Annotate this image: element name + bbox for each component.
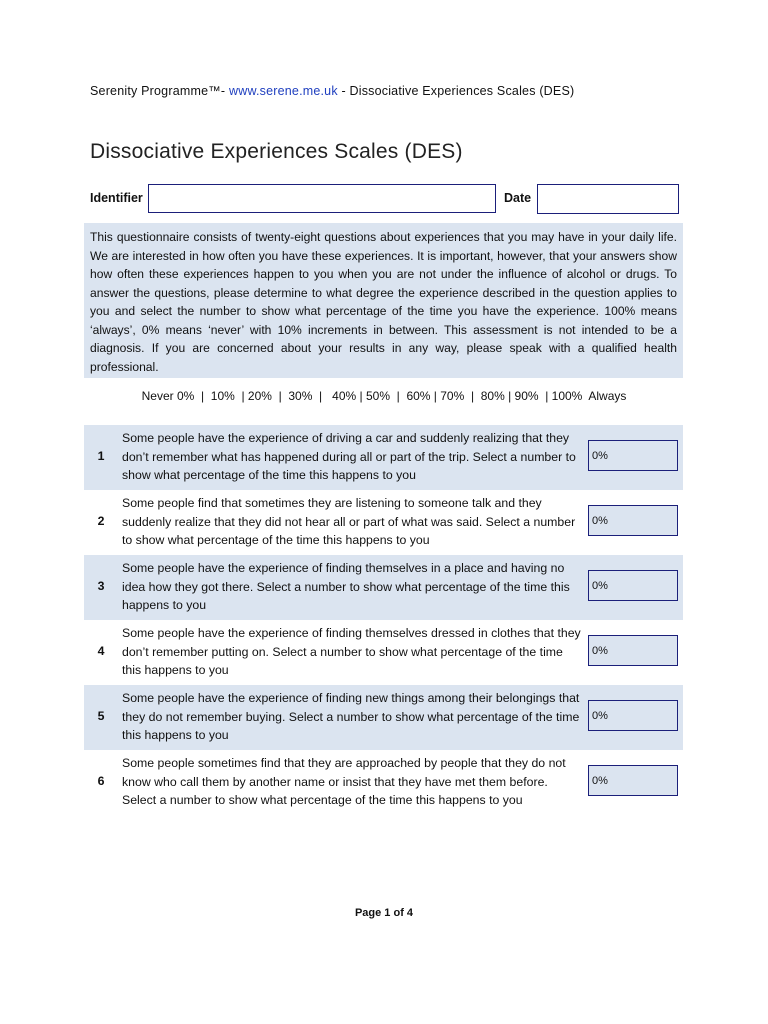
question-text: Some people sometimes find that they are approached by people that they do not know who call them by another name or insist that they have met them before. Select a number to show what percentage of the time this happens to you	[122, 756, 566, 807]
header-prefix: Serenity Programme™-	[90, 84, 226, 98]
question-text: Some people have the experience of driving a car and suddenly realizing that they don’t remember what has happened during all or part of the trip. Select a number to show what percentage of the time this happens to you	[122, 431, 576, 482]
page-number: Page 1 of 4	[354, 907, 414, 919]
date-field[interactable]	[537, 184, 679, 214]
question-text: Some people have the experience of finding new things among their belongings that they do not remember buying. Select a number to show what percentage of the time this happens to you	[122, 691, 580, 742]
scale-text: Never 0% | 10% | 20% | 30% | 40% | 50% | 60% | 70% | 80% | 90% | 100% Always	[141, 389, 627, 403]
percentage-select[interactable]: 0%	[588, 570, 678, 601]
question-row	[84, 750, 683, 815]
website-link[interactable]: www.serene.me.uk	[228, 84, 338, 98]
percentage-select[interactable]: 0%	[588, 505, 678, 536]
question-number: 1	[97, 449, 105, 463]
question-row	[84, 555, 683, 620]
percentage-select[interactable]: 0%	[588, 635, 678, 666]
identifier-field[interactable]	[148, 184, 496, 213]
percentage-scale	[0, 389, 768, 403]
question-row	[84, 685, 683, 750]
percentage-select[interactable]: 0%	[588, 440, 678, 471]
instructions-text: This questionnaire consists of twenty-eight questions about experiences that you may have in your daily life. We are interested in how often you have these experiences. It is important, however, that your answers show how often these experiences happen to you when you are not under the influence of alcohol or drugs. To answer the questions, please determine to what degree the experience described in the question applies to you and select the number to show what percentage of the time you have the experience. 100% means ‘always’, 0% means ‘never’ with 10% increments in between. This assessment is not intended to be a diagnosis. If you are concerned about your results in any way, please speak with a qualified health professional.	[84, 223, 683, 378]
question-number: 2	[97, 514, 105, 528]
page-header	[90, 84, 574, 98]
percentage-select[interactable]: 0%	[588, 765, 678, 796]
question-text: Some people have the experience of finding themselves in a place and having no idea how they got there. Select a number to show what percentage of the time this happens to you	[122, 561, 570, 612]
question-row	[84, 425, 683, 490]
question-number: 3	[97, 579, 105, 593]
question-number: 5	[97, 709, 105, 723]
question-row	[84, 490, 683, 555]
question-text: Some people find that sometimes they are listening to someone talk and they suddenly realize that they did not hear all or part of what was said. Select a number to show what percentage of the time this happens to you	[122, 496, 576, 547]
question-row	[84, 620, 683, 685]
question-number: 6	[97, 774, 105, 788]
question-text: Some people have the experience of finding themselves dressed in clothes that they don’t remember putting on. Select a number to show what percentage of the time this happens to you	[122, 626, 581, 677]
question-number: 4	[97, 644, 105, 658]
identifier-label: Identifier	[90, 191, 143, 205]
percentage-select[interactable]: 0%	[588, 700, 678, 731]
header-suffix: - Dissociative Experiences Scales (DES)	[341, 84, 575, 98]
date-label: Date	[504, 191, 532, 205]
document-title: Dissociative Experiences Scales (DES)	[90, 140, 463, 163]
